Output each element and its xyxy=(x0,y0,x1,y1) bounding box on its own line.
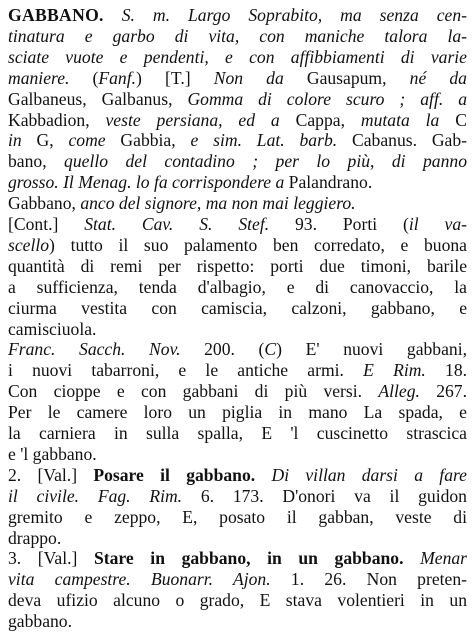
entry-line xyxy=(8,255,467,278)
entry-line xyxy=(8,192,467,215)
entry-line xyxy=(8,318,467,341)
entry-text-segment: Gausapum, xyxy=(283,67,410,88)
entry-line xyxy=(8,171,467,194)
entry-line xyxy=(8,610,467,633)
entry-line xyxy=(8,234,467,257)
entry-line xyxy=(8,109,467,132)
entry-text-segment: ( xyxy=(69,67,99,88)
entry-text-segment: drappo. xyxy=(8,527,62,548)
entry-line xyxy=(8,276,467,299)
entry-text-segment: ciurma vestita con camiscia, calzoni, gabbano, e xyxy=(8,297,467,318)
entry-text-segment: G, xyxy=(21,130,69,151)
entry-text-segment: 200. ( xyxy=(180,339,265,360)
entry-text-segment: gabbano. xyxy=(8,611,73,632)
entry-line xyxy=(8,25,467,48)
entry-line xyxy=(8,67,467,90)
entry-text-segment xyxy=(255,465,271,485)
entry-text-segment: né da xyxy=(409,67,467,88)
entry-text-segment: veste persiana, ed a xyxy=(105,109,280,130)
entry-text-segment: e 'l gabbano. xyxy=(8,443,97,464)
entry-text-segment: Gabbano, xyxy=(8,193,81,214)
entry-text-segment: scello xyxy=(8,234,50,255)
entry-text-segment: tinatura e garbo di vita, con maniche talora la- xyxy=(8,25,467,46)
entry-line xyxy=(8,88,467,111)
entry-text-segment: ) tutto il suo palamento ben corredato, e buona xyxy=(49,234,467,255)
entry-text-segment xyxy=(104,5,122,25)
entry-text-segment: quantità di remi per rispetto: porti due timoni, barile xyxy=(8,255,467,276)
entry-line xyxy=(8,422,467,445)
entry-line xyxy=(8,297,467,320)
entry-line xyxy=(8,150,467,173)
entry-text-segment: E Rim. xyxy=(363,360,426,381)
entry-line xyxy=(8,485,467,508)
entry-text-segment: e sim. Lat. barb. xyxy=(190,130,338,151)
entry-text-segment: Cabanus. Gab- xyxy=(337,130,467,151)
entry-text-segment: Con cioppe e con gabbani di più versi. xyxy=(8,381,379,402)
entry-text-segment: Posare il gabbano. xyxy=(93,464,256,485)
entry-text-segment: 267. xyxy=(419,381,468,402)
entry-text-segment: mutata la xyxy=(360,109,440,130)
entry-text-segment: gremito e zeppo, E, posato il gabban, veste di xyxy=(8,506,467,527)
entry-text-segment: Franc. Sacch. Nov. xyxy=(8,339,181,360)
entry-line xyxy=(8,359,467,382)
entry-text-segment: bano, xyxy=(8,151,65,172)
entry-text-segment: 1. 26. Non preten- xyxy=(270,569,467,590)
entry-text-segment: 93. Porti ( xyxy=(269,214,409,234)
entry-text-segment: 2. [Val.] xyxy=(8,464,94,485)
entry-text-segment: Kabbadion, xyxy=(8,109,106,130)
entry-text-segment: vita campestre. Buonarr. Ajon. xyxy=(8,569,271,590)
entry-text-segment: come xyxy=(68,130,106,151)
entry-text-segment: 3. [Val.] xyxy=(8,548,94,569)
entry-text-segment: Menar xyxy=(420,548,468,569)
entry-text-segment: Galbaneus, Galbanus, xyxy=(8,88,188,109)
entry-text-segment: 6. 173. D'onori va il guidon xyxy=(182,485,467,506)
entry-text-segment: S. m. Largo Soprabito, ma senza cen- xyxy=(121,5,467,25)
entry-text-segment: maniere. xyxy=(8,67,70,88)
entry-line xyxy=(8,464,467,487)
entry-text-segment: deva ufizio alcuno o grado, E stava volentieri in un xyxy=(8,590,467,611)
entry-text-segment: Di villan darsi a fare xyxy=(271,464,467,485)
entry-text-segment: Non da xyxy=(213,67,284,88)
entry-line xyxy=(8,46,467,69)
entry-text-segment: a sufficienza, tenda d'albagio, e di canovaccio, la xyxy=(8,276,467,297)
entry-text-segment: il civile. Fag. Rim. xyxy=(8,485,183,506)
entry-line xyxy=(8,213,467,236)
entry-line xyxy=(8,380,467,403)
entry-line xyxy=(8,129,467,152)
entry-text-segment: camisciuola. xyxy=(8,318,97,339)
entry-text-segment: Cappa, xyxy=(279,109,361,130)
entry-text-segment: anco del signore, ma non mai leggiero. xyxy=(80,193,356,214)
entry-line xyxy=(8,589,467,612)
entry-line xyxy=(8,338,467,361)
entry-text-segment: quello del contadino ; per lo più, di panno xyxy=(64,151,467,172)
entry-line xyxy=(8,547,467,570)
entry-line xyxy=(8,506,467,529)
entry-text-segment: in xyxy=(8,130,22,151)
entry-line xyxy=(8,568,467,591)
entry-text-segment: 18. xyxy=(425,360,468,381)
entry-text-segment: GABBANO. xyxy=(8,5,104,25)
entry-text-segment: Fanf. xyxy=(98,67,137,88)
entry-text-segment: grosso. Il Menag. lo fa corrispondere a xyxy=(8,172,285,193)
entry-text-segment: Gabbia, xyxy=(105,130,191,151)
entry-text-segment: Per le camere loro un piglia in mano La spada, e xyxy=(8,402,467,423)
entry-text-segment: ) E' nuovi gabbani, xyxy=(276,339,467,360)
entry-line xyxy=(8,401,467,424)
entry-text-segment: ) [T.] xyxy=(136,67,214,88)
entry-text-segment: Gomma di colore scuro ; aff. a xyxy=(187,88,467,109)
entry-text-segment: Stare in gabbano, in un gabbano. xyxy=(93,548,404,569)
entry-line xyxy=(8,443,467,466)
entry-text-segment: la carniera in sulla spalla, E 'l cuscinetto strascica xyxy=(8,423,467,443)
entry-text-segment xyxy=(404,548,421,568)
entry-line xyxy=(8,4,467,27)
entry-text-segment: [Cont.] xyxy=(8,214,85,234)
entry-text-segment: sciate vuote e pendenti, e con affibbiamenti di varie xyxy=(8,46,467,67)
entry-text-segment: C xyxy=(264,339,277,360)
entry-text-segment: Alleg. xyxy=(378,381,420,402)
entry-text-segment: il va- xyxy=(408,214,468,234)
entry-text-segment: Stat. Cav. S. Stef. xyxy=(84,214,270,234)
entry-text-segment: C xyxy=(439,109,467,130)
entry-text-segment: Palandrano. xyxy=(284,172,373,193)
entry-line xyxy=(8,527,467,550)
entry-text-segment: i nuovi tabarroni, e le antiche armi. xyxy=(8,360,364,381)
